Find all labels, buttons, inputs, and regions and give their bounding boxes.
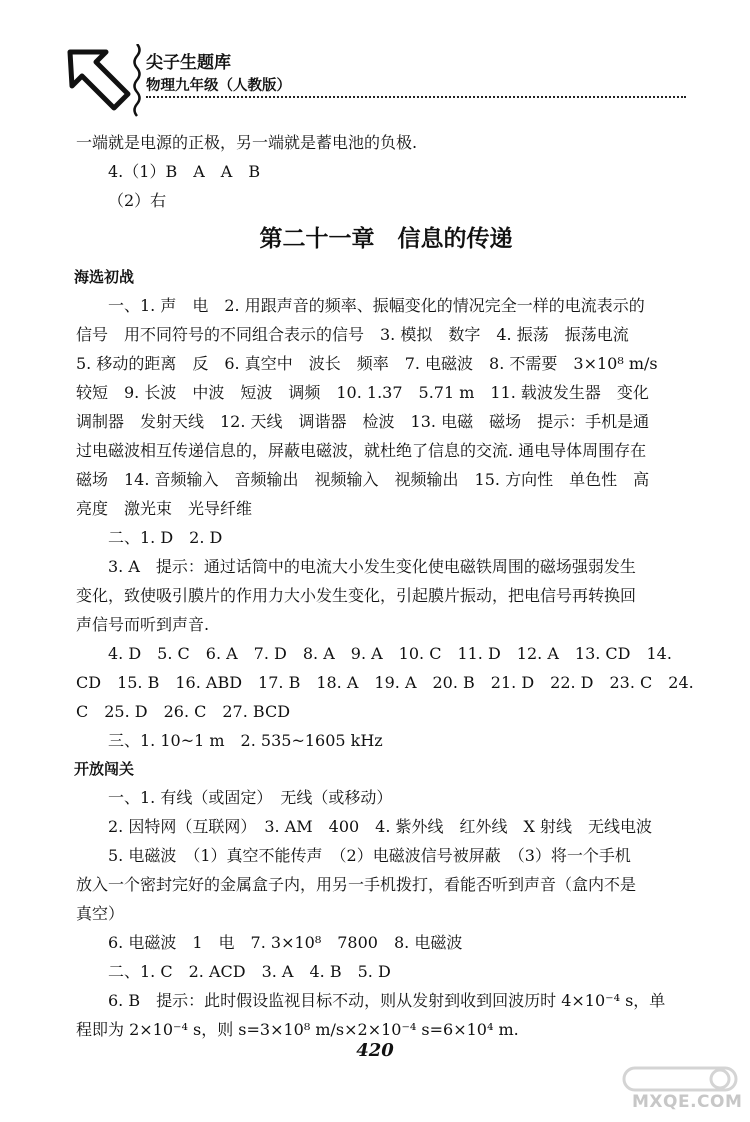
text-line: 二、1. D 2. D	[108, 528, 223, 547]
watermark-logo-icon	[610, 1064, 750, 1094]
text-line: 4.（1）B A A B	[108, 162, 261, 181]
chapter-title: 第二十一章 信息的传递	[259, 226, 513, 252]
section-heading: 开放闯关	[74, 760, 135, 778]
text-line: 5. 电磁波 （1）真空不能传声 （2）电磁波信号被屏蔽 （3）将一个手机	[108, 846, 631, 865]
text-line: 放入一个密封完好的金属盒子内，用另一手机拨打，看能否听到声音（盒内不是	[76, 875, 637, 894]
book-subtitle: 物理九年级（人教版）	[146, 78, 291, 94]
text-line: 二、1. C 2. ACD 3. A 4. B 5. D	[108, 962, 391, 981]
text-line: 变化，致使吸引膜片的作用力大小发生变化，引起膜片振动，把电信号再转换回	[76, 586, 637, 605]
book-title: 尖子生题库	[146, 53, 231, 73]
text-line: 程即为 2×10⁻⁴ s，则 s=3×10⁸ m/s×2×10⁻⁴ s=6×10⁴ m.	[76, 1020, 519, 1039]
page-content	[76, 128, 696, 1044]
text-line: 亮度 激光束 光导纤维	[76, 499, 253, 518]
text-line: 2. 因特网（互联网） 3. AM 400 4. 紫外线 红外线 X 射线 无线电波	[108, 817, 653, 836]
text-line: 一、1. 有线（或固定） 无线（或移动）	[108, 788, 393, 807]
text-line: 调制器 发射天线 12. 天线 调谐器 检波 13. 电磁 磁场 提示：手机是通	[76, 412, 650, 431]
text-line: CD 15. B 16. ABD 17. B 18. A 19. A 20. B 21. D 22. D 23. C 24.	[76, 673, 694, 692]
text-line: 信号 用不同符号的不同组合表示的信号 3. 模拟 数字 4. 振荡 振荡电流	[76, 325, 629, 344]
text-line: （2）右	[108, 191, 167, 210]
section-heading: 海选初战	[74, 268, 135, 286]
text-line: 声信号而听到声音.	[76, 615, 210, 634]
text-line: 5. 移动的距离 反 6. 真空中 波长 频率 7. 电磁波 8. 不需要 3×10⁸ m/s	[76, 354, 658, 373]
text-line: 过电磁波相互传递信息的，屏蔽电磁波，就杜绝了信息的交流. 通电导体周围存在	[76, 441, 647, 460]
text-line: 三、1. 10~1 m 2. 535~1605 kHz	[108, 731, 383, 750]
text-line: 6. 电磁波 1 电 7. 3×10⁸ 7800 8. 电磁波	[108, 933, 463, 952]
watermark-text: MXQE.COM	[632, 1092, 743, 1112]
text-line: 磁场 14. 音频输入 音频输出 视频输入 视频输出 15. 方向性 单色性 高	[76, 470, 650, 489]
text-line: 真空）	[76, 904, 125, 923]
text-line: 3. A 提示：通过话筒中的电流大小发生变化使电磁铁周围的磁场强弱发生	[108, 557, 636, 576]
wavy-divider-icon	[132, 44, 142, 120]
page-number: 420	[356, 1040, 394, 1061]
header-dotted-rule	[146, 96, 686, 98]
text-line: 4. D 5. C 6. A 7. D 8. A 9. A 10. C 11. D 12. A 13. CD 14.	[108, 644, 672, 663]
text-line: 较短 9. 长波 中波 短波 调频 10. 1.37 5.71 m 11. 载波发生器 变化	[76, 383, 649, 402]
text-line: 一端就是电源的正极，另一端就是蓄电池的负极.	[76, 133, 418, 152]
text-line: 一、1. 声 电 2. 用跟声音的频率、振幅变化的情况完全一样的电流表示的	[108, 296, 645, 315]
text-line: 6. B 提示：此时假设监视目标不动，则从发射到收到回波历时 4×10⁻⁴ s，单	[108, 991, 666, 1010]
page-header	[66, 40, 686, 120]
text-line: C 25. D 26. C 27. BCD	[76, 702, 291, 721]
arrow-logo-icon	[66, 46, 132, 118]
watermark	[610, 1064, 750, 1122]
